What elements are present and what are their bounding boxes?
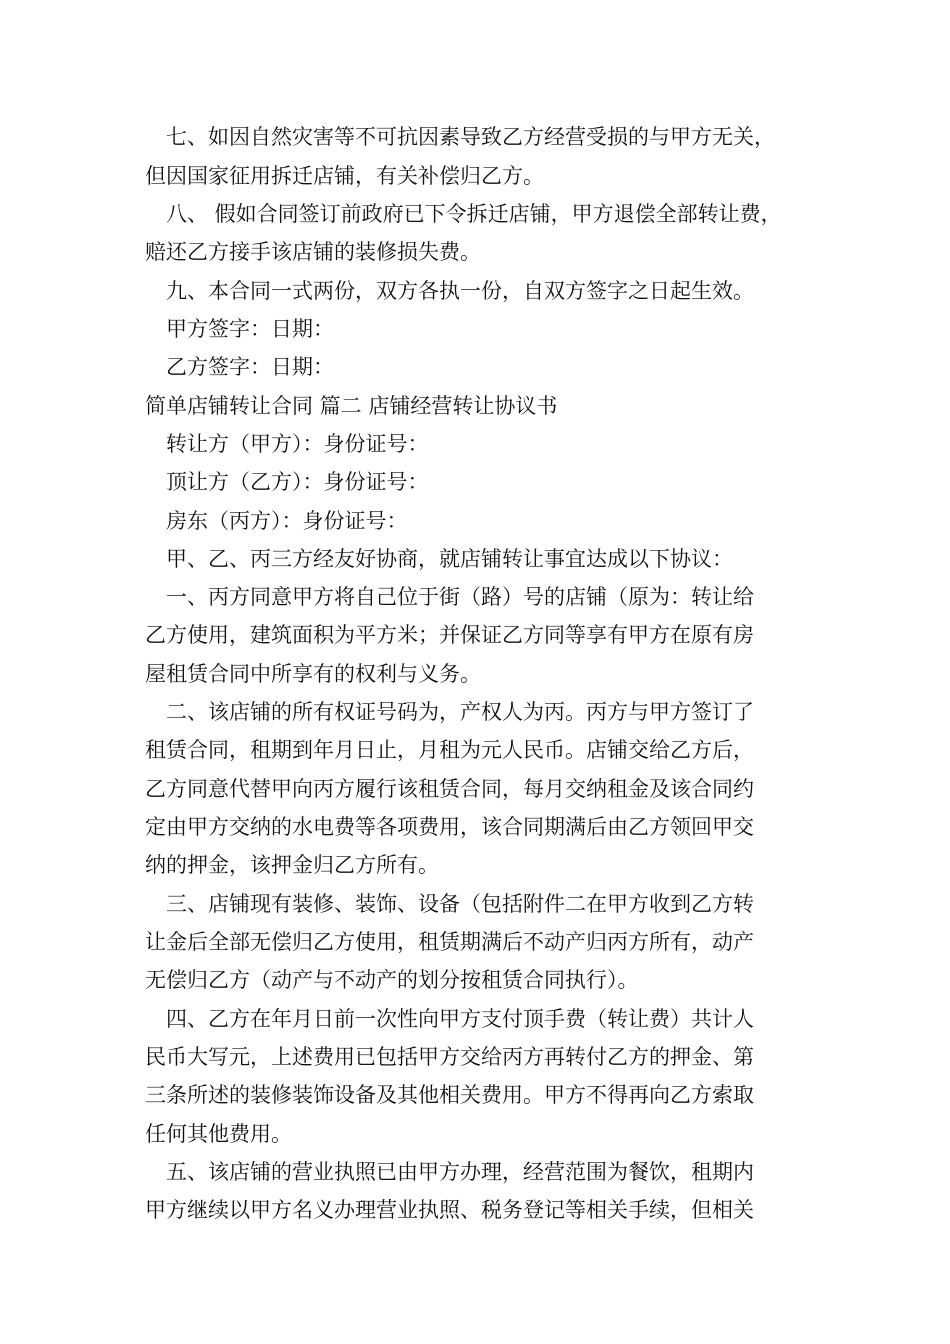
text-line: 甲方继续以甲方名义办理营业执照、税务登记等相关手续，但相关	[145, 1198, 754, 1222]
text-line: 甲、乙、丙三方经友好协商，就店铺转让事宜达成以下协议：	[166, 547, 733, 571]
text-line: 民币大写元，上述费用已包括甲方交给丙方再转付乙方的押金、第	[145, 1045, 754, 1069]
text-line: 一、丙方同意甲方将自己位于街（路）号的店铺（原为：转让给	[166, 585, 754, 609]
section-heading: 简单店铺转让合同 篇二 店铺经营转让协议书	[145, 394, 558, 418]
text-line: 赔还乙方接手该店铺的装修损失费。	[145, 240, 481, 264]
text-line: 三、店铺现有装修、装饰、设备（包括附件二在甲方收到乙方转	[166, 892, 754, 916]
text-line: 乙方使用，建筑面积为平方米；并保证乙方同等享有甲方在原有房	[145, 623, 754, 647]
text-line: 房东（丙方）：身份证号：	[166, 509, 408, 533]
text-line: 七、如因自然灾害等不可抗因素导致乙方经营受损的与甲方无关，	[166, 125, 775, 149]
text-line: 顶让方（乙方）：身份证号：	[166, 470, 429, 494]
text-line: 但因国家征用拆迁店铺，有关补偿归乙方。	[145, 164, 544, 188]
text-line: 无偿归乙方（动产与不动产的划分按租赁合同执行）。	[145, 968, 639, 992]
text-line: 纳的押金，该押金归乙方所有。	[145, 853, 439, 877]
text-line: 甲方签字：日期：	[166, 317, 334, 341]
text-line: 八、 假如合同签订前政府已下令拆迁店铺，甲方退偿全部转让费，	[166, 202, 782, 226]
text-line: 九、本合同一式两份，双方各执一份，自双方签字之日起生效。	[166, 279, 754, 303]
text-line: 三条所述的装修装饰设备及其他相关费用。甲方不得再向乙方索取	[145, 1083, 754, 1107]
text-line: 二、该店铺的所有权证号码为，产权人为丙。丙方与甲方签订了	[166, 700, 754, 724]
text-line: 屋租赁合同中所享有的权利与义务。	[145, 662, 481, 686]
text-line: 乙方同意代替甲向丙方履行该租赁合同，每月交纳租金及该合同约	[145, 777, 754, 801]
text-line: 任何其他费用。	[145, 1122, 292, 1146]
text-line: 五、该店铺的营业执照已由甲方办理，经营范围为餐饮，租期内	[166, 1160, 754, 1184]
text-line: 乙方签字：日期：	[166, 355, 334, 379]
text-line: 租赁合同，租期到年月日止，月租为元人民币。店铺交给乙方后，	[145, 738, 754, 762]
text-line: 转让方（甲方）：身份证号：	[166, 432, 429, 456]
text-line: 四、乙方在年月日前一次性向甲方支付顶手费（转让费）共计人	[166, 1007, 754, 1031]
text-line: 定由甲方交纳的水电费等各项费用，该合同期满后由乙方领回甲交	[145, 815, 754, 839]
text-line: 让金后全部无偿归乙方使用，租赁期满后不动产归丙方所有，动产	[145, 930, 754, 954]
